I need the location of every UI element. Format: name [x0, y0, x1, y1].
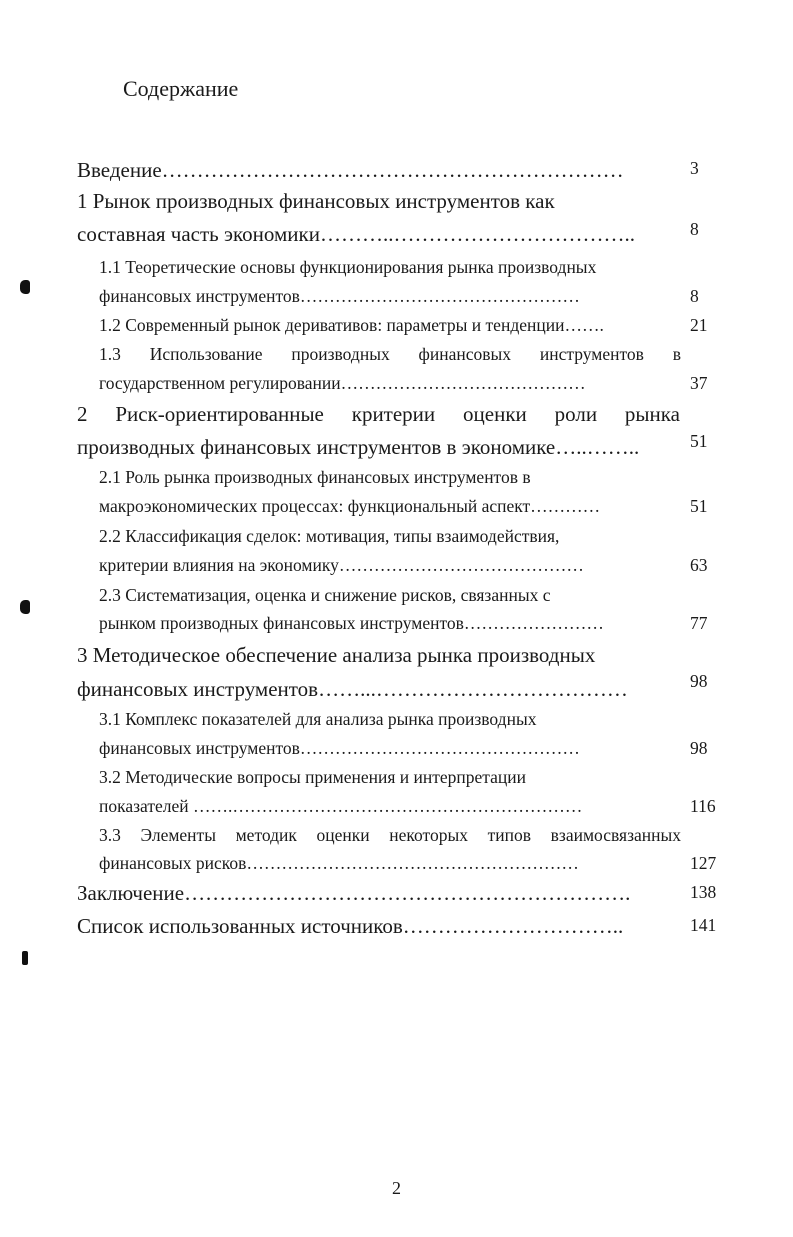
toc-sources-text: Список использованных источников…………………………..	[77, 914, 624, 938]
toc-ch3-line2: финансовых инструментов……...………………………………	[77, 677, 628, 701]
toc-2-2-line2: критерии влияния на экономику……………………………………	[99, 555, 584, 575]
toc-3-2-line2: показателей …….……………………………………………………	[99, 796, 583, 816]
toc-3-1-line2: финансовых инструментов…………………………………………	[99, 738, 580, 758]
toc-2-3-line2: рынком производных финансовых инструментов……………………	[99, 613, 604, 633]
toc-1-1-line1: 1.1 Теоретические основы функционирования рынка производных	[99, 257, 597, 277]
toc-ch1-line1: 1 Рынок производных финансовых инструментов как	[77, 189, 555, 213]
toc-2-1-line2: макроэкономических процессах: функциональный аспект…………	[99, 496, 601, 516]
toc-1-3-page: 37	[690, 373, 708, 393]
toc-3-3-line1: 3.3 Элементы методик оценки некоторых типов взаимосвязанных	[99, 825, 681, 845]
toc-intro-page: 3	[690, 158, 699, 178]
page-number: 2	[392, 1178, 401, 1198]
toc-3-2-page: 116	[690, 796, 716, 816]
toc-2-1-line1: 2.1 Роль рынка производных финансовых инструментов в	[99, 467, 531, 487]
toc-2-1-page: 51	[690, 496, 708, 516]
scan-mark-bottom	[22, 951, 28, 965]
toc-conclusion-text: Заключение……………………………………………………….	[77, 881, 631, 905]
toc-ch3-line1: 3 Методическое обеспечение анализа рынка производных	[77, 643, 596, 667]
toc-3-2-line1: 3.2 Методические вопросы применения и интерпретации	[99, 767, 527, 787]
scan-mark-top	[20, 280, 30, 294]
page-title: Содержание	[123, 76, 239, 101]
scan-mark-middle	[20, 600, 30, 614]
toc-ch3-page: 98	[690, 671, 708, 691]
toc-2-2-line1: 2.2 Классификация сделок: мотивация, типы взаимодействия,	[99, 526, 560, 546]
toc-ch2-line1: 2 Риск-ориентированные критерии оценки роли рынка	[77, 402, 680, 426]
toc-2-3-line1: 2.3 Систематизация, оценка и снижение рисков, связанных с	[99, 585, 551, 605]
toc-3-1-page: 98	[690, 738, 708, 758]
toc-1-2-page: 21	[690, 315, 708, 335]
toc-conclusion-page: 138	[690, 882, 717, 902]
toc-1-3-line1: 1.3 Использование производных финансовых инструментов в	[99, 344, 681, 364]
toc-1-1-page: 8	[690, 286, 699, 306]
toc-ch1-line2: составная часть экономики………..……………………………..	[77, 222, 635, 246]
toc-1-3-line2: государственном регулировании……………………………………	[99, 373, 586, 393]
toc-2-2-page: 63	[690, 555, 708, 575]
toc-1-1-line2: финансовых инструментов…………………………………………	[99, 286, 580, 306]
toc-ch1-page: 8	[690, 219, 699, 239]
toc-3-1-line1: 3.1 Комплекс показателей для анализа рынка производных	[99, 709, 537, 729]
toc-ch2-page: 51	[690, 431, 708, 451]
toc-3-3-line2: финансовых рисков…………………………………………………	[99, 853, 579, 873]
toc-1-2-line1: 1.2 Современный рынок деривативов: параметры и тенденции…….	[99, 315, 604, 335]
toc-intro-text: Введение…………………………………………………………	[77, 158, 624, 182]
toc-ch2-line2: производных финансовых инструментов в экономике…..……..	[77, 435, 640, 459]
toc-2-3-page: 77	[690, 613, 708, 633]
toc-3-3-page: 127	[690, 853, 717, 873]
toc-sources-page: 141	[690, 915, 717, 935]
